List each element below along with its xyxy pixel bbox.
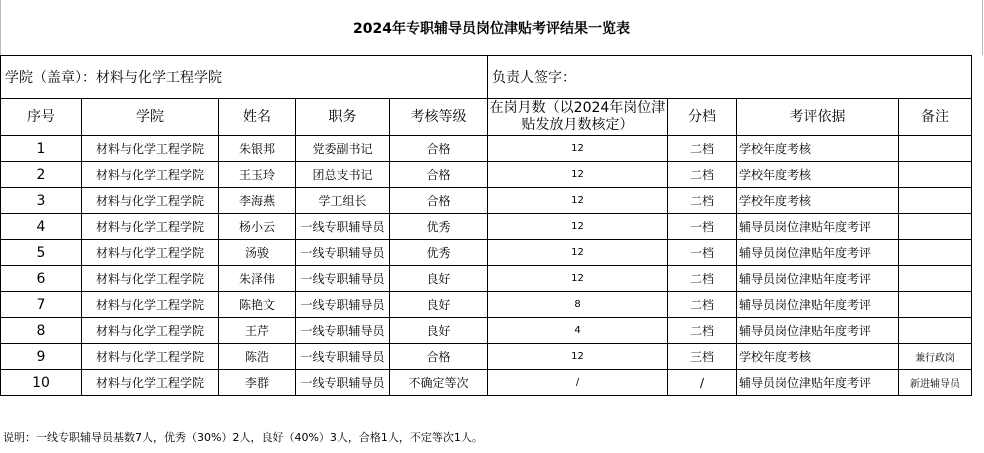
cell-grade: 不确定等次 xyxy=(390,370,488,396)
header-position: 职务 xyxy=(296,99,390,136)
footnote: 说明：一线专职辅导员基数7人，优秀（30%）2人，良好（40%）3人，合格1人，不定等次1人。 xyxy=(3,431,483,444)
cell-college: 材料与化学工程学院 xyxy=(82,318,219,344)
cell-remark xyxy=(899,318,972,344)
cell-name: 汤骏 xyxy=(219,240,296,266)
cell-index: 3 xyxy=(1,188,82,214)
header-tier: 分档 xyxy=(668,99,737,136)
cell-basis: 辅导员岗位津贴年度考评 xyxy=(737,292,899,318)
cell-position: 团总支书记 xyxy=(296,162,390,188)
cell-position: 党委副书记 xyxy=(296,136,390,162)
cell-college: 材料与化学工程学院 xyxy=(82,370,219,396)
cell-remark xyxy=(899,136,972,162)
header-row xyxy=(1,99,972,136)
header-months: 在岗月数（以2024年岗位津贴发放月数核定） xyxy=(488,99,668,136)
cell-index: 4 xyxy=(1,214,82,240)
cell-remark xyxy=(899,240,972,266)
cell-college: 材料与化学工程学院 xyxy=(82,344,219,370)
cell-college: 材料与化学工程学院 xyxy=(82,162,219,188)
cell-tier: 一档 xyxy=(668,214,737,240)
cell-remark xyxy=(899,266,972,292)
cell-basis: 辅导员岗位津贴年度考评 xyxy=(737,240,899,266)
header-grade: 考核等级 xyxy=(390,99,488,136)
cell-months: 12 xyxy=(488,344,668,370)
cell-months: 12 xyxy=(488,162,668,188)
cell-position: 一线专职辅导员 xyxy=(296,370,390,396)
cell-basis: 辅导员岗位津贴年度考评 xyxy=(737,318,899,344)
cell-basis: 学校年度考核 xyxy=(737,136,899,162)
cell-grade: 良好 xyxy=(390,266,488,292)
cell-grade: 合格 xyxy=(390,162,488,188)
header-college: 学院 xyxy=(82,99,219,136)
cell-months: 12 xyxy=(488,266,668,292)
cell-months: 12 xyxy=(488,214,668,240)
table-row xyxy=(1,318,972,344)
cell-name: 朱泽伟 xyxy=(219,266,296,292)
cell-name: 李群 xyxy=(219,370,296,396)
college-stamp-label: 学院（盖章）：材料与化学工程学院 xyxy=(1,56,488,99)
cell-name: 王芹 xyxy=(219,318,296,344)
cell-tier: 二档 xyxy=(668,136,737,162)
cell-months: 4 xyxy=(488,318,668,344)
cell-months: 12 xyxy=(488,188,668,214)
cell-tier: / xyxy=(668,370,737,396)
header-basis: 考评依据 xyxy=(737,99,899,136)
cell-name: 朱银邦 xyxy=(219,136,296,162)
cell-name: 李海燕 xyxy=(219,188,296,214)
cell-index: 6 xyxy=(1,266,82,292)
cell-college: 材料与化学工程学院 xyxy=(82,214,219,240)
cell-remark xyxy=(899,292,972,318)
info-row xyxy=(1,56,972,99)
cell-college: 材料与化学工程学院 xyxy=(82,292,219,318)
cell-basis: 学校年度考核 xyxy=(737,162,899,188)
cell-college: 材料与化学工程学院 xyxy=(82,266,219,292)
result-table xyxy=(0,55,972,396)
cell-index: 2 xyxy=(1,162,82,188)
cell-position: 一线专职辅导员 xyxy=(296,292,390,318)
table-row xyxy=(1,344,972,370)
table-row xyxy=(1,370,972,396)
cell-months: 8 xyxy=(488,292,668,318)
cell-tier: 二档 xyxy=(668,188,737,214)
header-remark: 备注 xyxy=(899,99,972,136)
cell-grade: 良好 xyxy=(390,292,488,318)
cell-tier: 二档 xyxy=(668,292,737,318)
cell-name: 杨小云 xyxy=(219,214,296,240)
cell-tier: 二档 xyxy=(668,266,737,292)
table-row xyxy=(1,266,972,292)
table-row xyxy=(1,162,972,188)
cell-remark xyxy=(899,214,972,240)
cell-grade: 优秀 xyxy=(390,214,488,240)
cell-basis: 辅导员岗位津贴年度考评 xyxy=(737,214,899,240)
cell-index: 5 xyxy=(1,240,82,266)
cell-position: 一线专职辅导员 xyxy=(296,266,390,292)
page-title: 2024年专职辅导员岗位津贴考评结果一览表 xyxy=(0,0,983,55)
cell-grade: 合格 xyxy=(390,136,488,162)
cell-tier: 二档 xyxy=(668,162,737,188)
cell-position: 一线专职辅导员 xyxy=(296,240,390,266)
table-row xyxy=(1,188,972,214)
header-index: 序号 xyxy=(1,99,82,136)
cell-index: 8 xyxy=(1,318,82,344)
cell-basis: 辅导员岗位津贴年度考评 xyxy=(737,370,899,396)
cell-college: 材料与化学工程学院 xyxy=(82,136,219,162)
cell-index: 7 xyxy=(1,292,82,318)
cell-basis: 辅导员岗位津贴年度考评 xyxy=(737,266,899,292)
cell-position: 一线专职辅导员 xyxy=(296,318,390,344)
cell-name: 陈艳文 xyxy=(219,292,296,318)
cell-index: 9 xyxy=(1,344,82,370)
cell-grade: 合格 xyxy=(390,188,488,214)
cell-months: 12 xyxy=(488,240,668,266)
cell-index: 10 xyxy=(1,370,82,396)
cell-position: 学工组长 xyxy=(296,188,390,214)
cell-college: 材料与化学工程学院 xyxy=(82,188,219,214)
cell-tier: 三档 xyxy=(668,344,737,370)
cell-grade: 优秀 xyxy=(390,240,488,266)
cell-grade: 合格 xyxy=(390,344,488,370)
header-name: 姓名 xyxy=(219,99,296,136)
cell-basis: 学校年度考核 xyxy=(737,188,899,214)
signature-label: 负责人签字： xyxy=(488,56,972,99)
cell-index: 1 xyxy=(1,136,82,162)
table-row xyxy=(1,214,972,240)
cell-months: / xyxy=(488,370,668,396)
cell-remark xyxy=(899,162,972,188)
cell-name: 陈浩 xyxy=(219,344,296,370)
table-row xyxy=(1,292,972,318)
table-row xyxy=(1,136,972,162)
cell-grade: 良好 xyxy=(390,318,488,344)
cell-college: 材料与化学工程学院 xyxy=(82,240,219,266)
cell-tier: 二档 xyxy=(668,318,737,344)
cell-basis: 学校年度考核 xyxy=(737,344,899,370)
cell-position: 一线专职辅导员 xyxy=(296,344,390,370)
cell-remark: 兼行政岗 xyxy=(899,344,972,370)
table-row xyxy=(1,240,972,266)
cell-name: 王玉玲 xyxy=(219,162,296,188)
cell-remark xyxy=(899,188,972,214)
cell-remark: 新进辅导员 xyxy=(899,370,972,396)
cell-tier: 一档 xyxy=(668,240,737,266)
cell-months: 12 xyxy=(488,136,668,162)
cell-position: 一线专职辅导员 xyxy=(296,214,390,240)
